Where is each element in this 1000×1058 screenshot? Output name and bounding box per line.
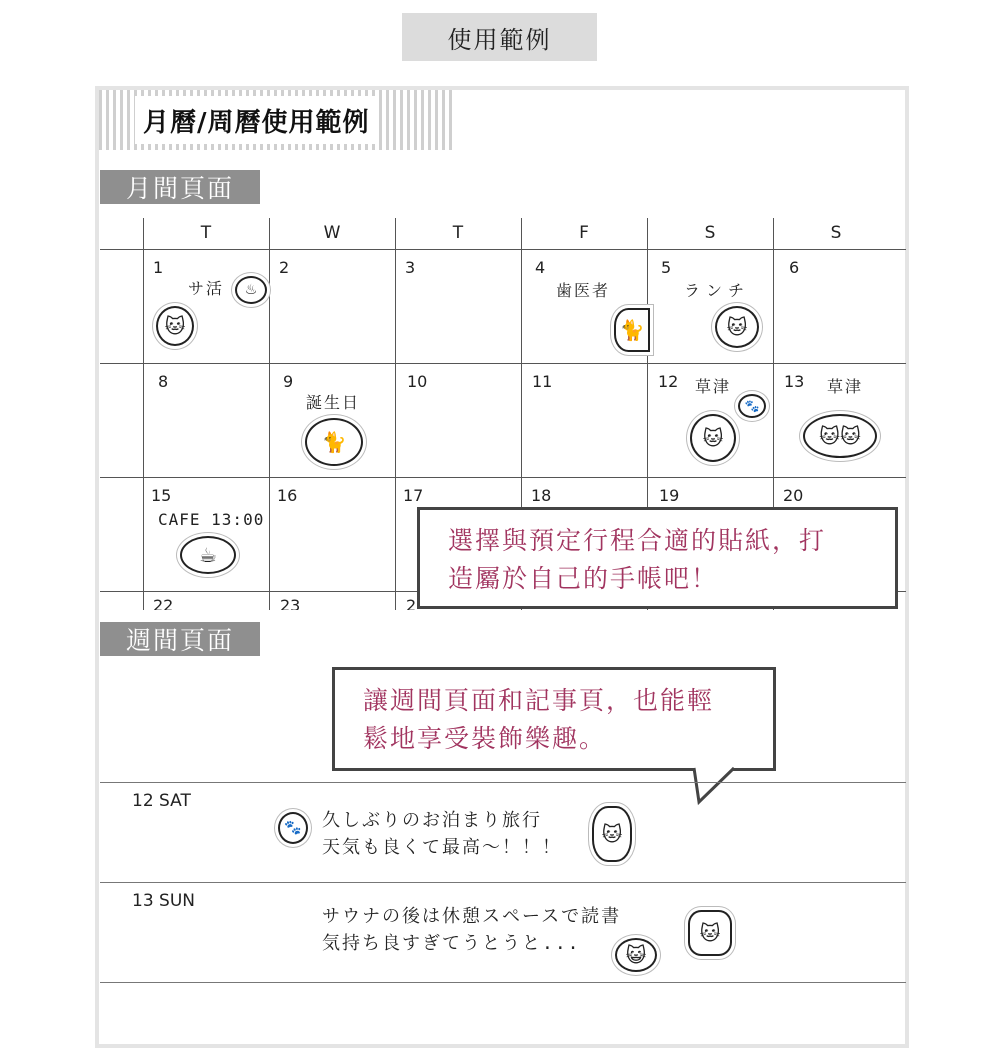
week-entry-line: 気持ち良すぎてうとうと... [322, 933, 581, 954]
cat-eating-icon: 🐱 [715, 306, 759, 348]
dow-header: T [452, 223, 464, 243]
week-entry-line: サウナの後は休憩スペースで読書 [322, 906, 622, 927]
dow-header: T [200, 223, 212, 243]
day-number: 8 [158, 372, 169, 391]
day-number: 4 [535, 258, 546, 277]
top-tab [402, 13, 597, 61]
day-number: 6 [789, 258, 800, 277]
week-day-label: 13 SUN [132, 891, 195, 911]
dow-header: S [830, 223, 842, 243]
cal-line [143, 218, 144, 610]
example-title: 月曆/周曆使用範例 [135, 96, 378, 144]
bath-cat-icon: 🐱 [690, 414, 736, 462]
bucket-cat-icon: 🐱 [688, 910, 732, 956]
day-note: ランチ [684, 281, 751, 300]
dow-header: F [579, 223, 589, 243]
monthly-callout-line: 選擇與預定行程合適的貼紙，打 [448, 526, 827, 555]
week-entry-line: 久しぶりのお泊まり旅行 [322, 810, 542, 831]
day-note: 草津 [695, 377, 732, 396]
paw-icon: 🐾 [278, 812, 308, 844]
monthly-callout-line: 造屬於自己的手帳吧！ [448, 564, 719, 593]
day-number: 20 [783, 486, 804, 505]
day-number: 15 [151, 486, 172, 505]
callout-pointer [690, 766, 750, 806]
cat-sticker-icon: 🐱 [156, 306, 194, 346]
paw-icon: 🐾 [738, 394, 766, 418]
sleeping-cat-icon: 😺 [615, 938, 657, 972]
weekly-section-label: 週間頁面 [100, 622, 260, 656]
cal-line [100, 363, 906, 364]
birthday-cat-icon: 🐈 [305, 418, 363, 466]
day-number: 23 [280, 596, 301, 610]
week-entry-line: 天気も良くて最高〜！！！ [322, 837, 562, 858]
day-note: サ活 [188, 279, 225, 298]
cal-line [100, 477, 906, 478]
dow-header: W [323, 223, 341, 243]
weekly-callout-line: 讓週間頁面和記事頁，也能輕 [363, 686, 715, 715]
monthly-section-label: 月間頁面 [100, 170, 260, 204]
day-number: 18 [531, 486, 552, 505]
day-number: 2 [406, 596, 417, 610]
week-entry-text [322, 903, 621, 957]
day-number: 10 [407, 372, 428, 391]
cal-line [395, 218, 396, 610]
day-number: 3 [405, 258, 416, 277]
day-number: 13 [784, 372, 805, 391]
day-note: 歯医者 [556, 281, 611, 300]
cal-line [269, 218, 270, 610]
day-number: 22 [153, 596, 174, 610]
day-number: 5 [661, 258, 672, 277]
onsen-cats-icon: 🐱🐱 [803, 414, 877, 458]
coffee-book-icon: ☕ [180, 536, 236, 574]
week-day-label: 12 SAT [132, 791, 191, 811]
week-line [100, 982, 906, 983]
top-tab-label: 使用範例 [447, 25, 552, 54]
peeking-cat-icon: 🐈 [614, 308, 650, 352]
day-number: 1 [153, 258, 164, 277]
cal-line [100, 249, 906, 250]
day-number: 19 [659, 486, 680, 505]
weekly-callout-line: 鬆地享受裝飾樂趣。 [363, 724, 607, 753]
dow-header: S [704, 223, 716, 243]
monthly-callout [417, 507, 898, 609]
week-line [100, 882, 906, 883]
day-number: 2 [279, 258, 290, 277]
day-number: 17 [403, 486, 424, 505]
day-number: 16 [277, 486, 298, 505]
week-entry-text [322, 807, 562, 861]
week-line [100, 782, 906, 783]
day-note: 草津 [827, 377, 864, 396]
weekly-callout [332, 667, 776, 771]
day-note: 誕生日 [306, 393, 361, 412]
day-note: CAFE 13:00 [158, 510, 265, 529]
day-number: 11 [532, 372, 553, 391]
day-number: 9 [283, 372, 294, 391]
travel-cat-icon: 🐱 [592, 806, 632, 862]
day-number: 12 [658, 372, 679, 391]
onsen-icon: ♨ [235, 276, 267, 304]
